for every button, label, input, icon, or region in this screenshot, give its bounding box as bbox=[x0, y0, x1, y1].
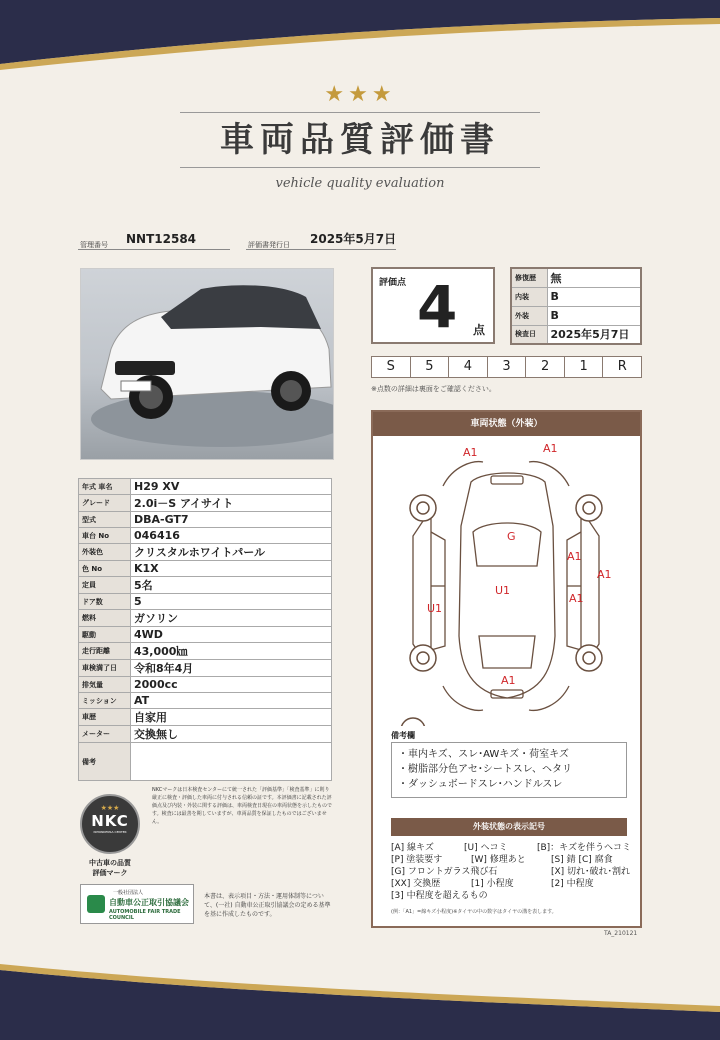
council-description: 本書は、表示項目・方法・運用体制等について、(一社) 自動車公正取引協議会の定める基準を基に作成したものです。 bbox=[204, 893, 331, 918]
table-row: 排気量 2000cc bbox=[79, 677, 332, 693]
table-row: 車台 No 046416 bbox=[79, 528, 332, 544]
damage-mark: A1 bbox=[567, 550, 582, 563]
damage-mark: A1 bbox=[597, 568, 612, 581]
legend-item: [X] 切れ･破れ･割れ bbox=[551, 867, 631, 877]
damage-mark: A1 bbox=[543, 442, 558, 455]
grade-3: 3 bbox=[488, 357, 527, 377]
page-subtitle: vehicle quality evaluation bbox=[275, 176, 445, 191]
legend bbox=[391, 842, 631, 902]
remark-line: ・ダッシュボードスレ･ハンドルスレ bbox=[398, 779, 563, 790]
legend-item: [2] 中程度 bbox=[551, 879, 594, 889]
management-no-label: 管理番号 bbox=[80, 241, 108, 249]
table-row: 駆動 4WD bbox=[79, 627, 332, 643]
damage-mark: U1 bbox=[495, 584, 511, 597]
grade-s: S bbox=[372, 357, 411, 377]
table-row: 色 No K1X bbox=[79, 561, 332, 577]
council-emblem-icon bbox=[87, 895, 105, 913]
grade-scale bbox=[371, 356, 642, 378]
table-row: 燃料 ガソリン bbox=[79, 610, 332, 627]
legend-item: [3] 中程度を超えるもの bbox=[391, 891, 488, 901]
grade-r: R bbox=[617, 359, 627, 374]
damage-mark: A1 bbox=[569, 592, 584, 605]
grade-1: 1 bbox=[565, 357, 604, 377]
table-row: 車歴 自家用 bbox=[79, 709, 332, 726]
table-row: 内装 B bbox=[511, 287, 641, 306]
legend-item: [P] 塗装要す bbox=[391, 855, 443, 865]
grade-4: 4 bbox=[449, 357, 488, 377]
grade-5: 5 bbox=[411, 357, 450, 377]
table-row: 定員 5名 bbox=[79, 577, 332, 594]
nkc-description: NKCマークは日本検査センターにて統一された「評価基準」「検査基準」に則り厳正に検査・評価した車両に付与される信頼の証です。本評価書に記載された評価点及び内装・外装に関する評価は、車両検査日現在の車両状態を示したものです。検査には最善を期していますが、車両品質を保証したものではございません。 bbox=[152, 787, 333, 825]
title-frame bbox=[180, 112, 540, 168]
legend-item: [A] 線キズ bbox=[391, 843, 434, 853]
form-code: TA_210121 bbox=[604, 930, 638, 937]
condition-panel-title: 車両状態（外装） bbox=[373, 412, 640, 436]
remarks-box bbox=[391, 742, 627, 798]
remark-line: ・車内キズ、スレ･AWキズ・荷室キズ bbox=[398, 749, 569, 760]
table-row: ドア数 5 bbox=[79, 594, 332, 610]
legend-item: [G] フロントガラス飛び石 bbox=[391, 867, 498, 877]
legend-item: [W] 修理あと bbox=[471, 855, 526, 865]
nkc-logo-sub: NIHONKENSA CENTER bbox=[93, 830, 127, 834]
grade-2: 2 bbox=[526, 357, 565, 377]
spec-table bbox=[78, 478, 332, 781]
remarks-label: 備考欄 bbox=[391, 731, 415, 740]
car-photo bbox=[80, 268, 334, 460]
table-row: 修復歴 無 bbox=[511, 268, 641, 287]
legend-title: 外装状態の表示記号 bbox=[391, 818, 627, 836]
legend-row bbox=[391, 854, 631, 866]
table-row: 外装 B bbox=[511, 306, 641, 325]
council-caption: 一般社団法人 bbox=[113, 890, 144, 896]
legend-item: [B]：キズを伴うヘコミ bbox=[536, 843, 631, 853]
council-name-en: AUTOMOBILE FAIR TRADE COUNCIL bbox=[109, 909, 181, 921]
nkc-logo-text: NKC bbox=[91, 812, 129, 830]
issue-date-underline bbox=[246, 249, 396, 250]
score-unit: 点 bbox=[472, 323, 485, 337]
damage-mark: A1 bbox=[463, 446, 478, 459]
damage-mark: G bbox=[507, 530, 516, 543]
nkc-caption: 中古車の品質 評価マーク bbox=[89, 859, 131, 877]
legend-row bbox=[391, 866, 631, 878]
condition-summary-table bbox=[510, 267, 642, 345]
legend-item: [U] ヘコミ bbox=[463, 843, 508, 853]
council-logo bbox=[80, 884, 194, 924]
council-name: 自動車公正取引協議会 bbox=[109, 898, 189, 907]
legend-row bbox=[391, 842, 631, 854]
table-row: 車検満了日 令和8年4月 bbox=[79, 660, 332, 677]
table-row: 型式 DBA-GT7 bbox=[79, 512, 332, 528]
issue-date-label: 評価書発行日 bbox=[248, 241, 290, 249]
table-row: グレード 2.0i－S アイサイト bbox=[79, 495, 332, 512]
table-row: 検査日 2025年5月7日 bbox=[511, 325, 641, 344]
table-row: 走行距離 43,000㎞ bbox=[79, 643, 332, 660]
score-box bbox=[371, 267, 495, 344]
legend-item: [1] 小程度 bbox=[471, 879, 514, 889]
remark-line: ・樹脂部分色アセ･シートスレ、ヘタリ bbox=[398, 764, 572, 775]
legend-item: [S] 錆 [C] 腐食 bbox=[551, 855, 613, 865]
issue-date: 2025年5月7日 bbox=[310, 232, 397, 246]
management-no: NNT12584 bbox=[126, 232, 197, 246]
legend-row bbox=[391, 878, 631, 890]
table-row: 年式 車名 H29 XV bbox=[79, 479, 332, 495]
legend-item: [XX] 交換歴 bbox=[391, 879, 441, 889]
condition-panel bbox=[371, 410, 642, 928]
table-row: 備考 bbox=[79, 743, 332, 781]
rating-stars: ★★★ bbox=[324, 82, 396, 107]
legend-footnote: (例：「A1」=線キズ小程度)※タイヤの中の数字はタイヤの溝を表します。 bbox=[391, 909, 557, 915]
score-label: 評価点 bbox=[379, 278, 407, 288]
score-value: 4 bbox=[417, 273, 458, 341]
damage-mark: U1 bbox=[427, 602, 443, 615]
table-row: 外装色 クリスタルホワイトパール bbox=[79, 544, 332, 561]
table-row: ミッション AT bbox=[79, 693, 332, 709]
management-no-underline bbox=[78, 249, 230, 250]
nkc-stars: ★★★ bbox=[100, 804, 120, 812]
table-row: メーター 交換無し bbox=[79, 726, 332, 743]
damage-mark: A1 bbox=[501, 674, 516, 687]
page-title: 車両品質評価書 bbox=[220, 120, 500, 160]
grade-note: ※点数の詳細は裏面をご確認ください。 bbox=[371, 385, 496, 393]
legend-row bbox=[391, 890, 631, 902]
nkc-logo bbox=[80, 794, 140, 854]
car-illustration bbox=[81, 269, 334, 460]
